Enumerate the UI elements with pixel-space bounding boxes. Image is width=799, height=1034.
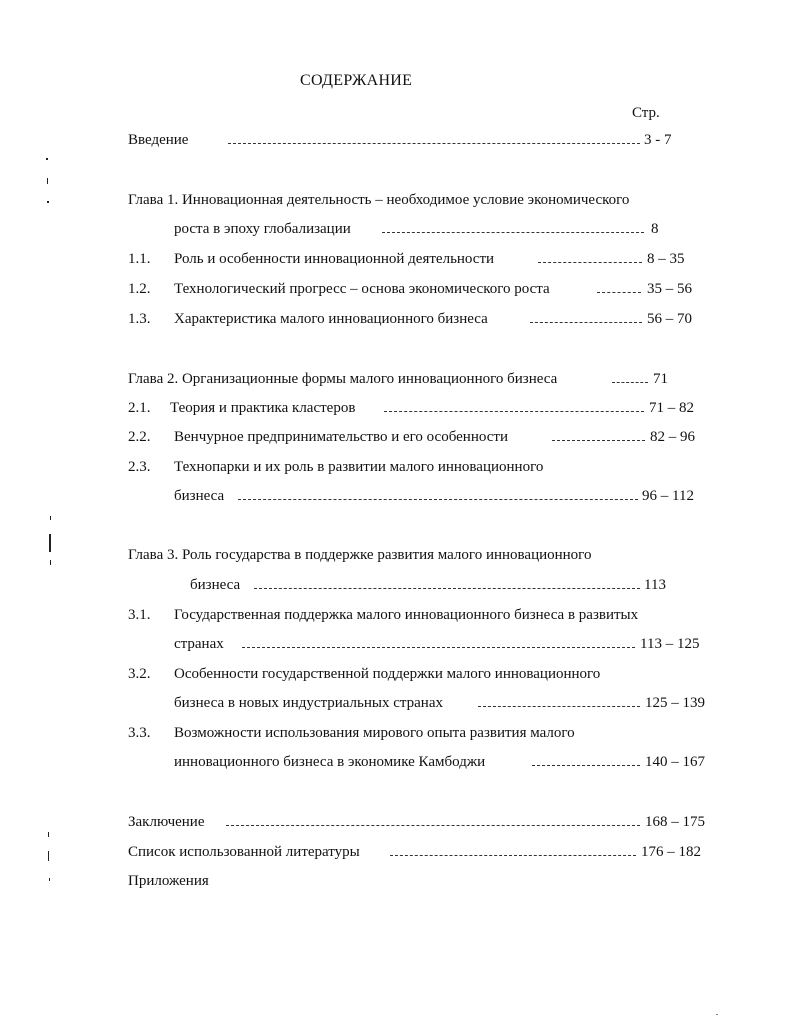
toc-s1-3-num: 1.3. — [128, 311, 151, 327]
toc-s1-2-text: Технологический прогресс – основа экономического роста — [174, 281, 550, 297]
toc-s1-3-text: Характеристика малого инновационного бизнеса — [174, 311, 488, 327]
toc-s3-1-line2: странах — [174, 636, 224, 652]
toc-s1-2-num: 1.2. — [128, 281, 151, 297]
toc-intro-text: Введение — [128, 132, 189, 148]
toc-s3-3-line1: Возможности использования мирового опыта развития малого — [174, 725, 575, 741]
scan-mark — [47, 201, 49, 203]
toc-s3-2-pages: 125 – 139 — [645, 695, 705, 711]
toc-leader — [384, 411, 644, 412]
toc-ch1-pages: 8 — [651, 221, 659, 237]
toc-s2-1-pages: 71 – 82 — [649, 400, 694, 416]
toc-leader — [238, 499, 638, 500]
toc-leader — [382, 232, 644, 233]
page-column-header: Стр. — [632, 105, 660, 121]
toc-s3-2-line1: Особенности государственной поддержки малого инновационного — [174, 666, 601, 682]
toc-ch3-line2: бизнеса — [190, 577, 241, 593]
toc-conclusion-pages: 168 – 175 — [645, 814, 705, 830]
toc-conclusion-text: Заключение — [128, 814, 205, 830]
toc-leader — [597, 292, 641, 293]
toc-leader — [242, 647, 635, 648]
toc-leader — [532, 765, 640, 766]
toc-leader — [228, 143, 640, 144]
scan-mark — [49, 534, 51, 552]
toc-leader — [538, 262, 642, 263]
toc-s2-1-text: Теория и практика кластеров — [170, 400, 356, 416]
toc-references-pages: 176 – 182 — [641, 844, 701, 860]
page-title: СОДЕРЖАНИЕ — [300, 72, 413, 89]
toc-s3-2-line2: бизнеса в новых индустриальных странах — [174, 695, 443, 711]
scan-mark — [716, 1014, 718, 1015]
toc-ch2-pages: 71 — [653, 371, 668, 387]
toc-leader — [552, 440, 645, 441]
toc-ch2-text: Глава 2. Организационные формы малого инновационного бизнеса — [128, 371, 558, 387]
toc-s3-3-line2: инновационного бизнеса в экономике Камбоджи — [174, 754, 486, 770]
scan-mark — [50, 560, 51, 565]
toc-s1-1-text: Роль и особенности инновационной деятельности — [174, 251, 495, 267]
scan-mark — [48, 851, 49, 861]
toc-s3-3-num: 3.3. — [128, 725, 151, 741]
toc-ch3-pages: 113 — [644, 577, 666, 593]
toc-appendix-text: Приложения — [128, 873, 209, 889]
toc-leader — [530, 322, 642, 323]
toc-s2-3-line2: бизнеса — [174, 488, 225, 504]
toc-s3-1-pages: 113 – 125 — [640, 636, 700, 652]
toc-leader — [612, 382, 648, 383]
toc-s1-1-pages: 8 – 35 — [647, 251, 685, 267]
toc-s3-3-pages: 140 – 167 — [645, 754, 705, 770]
toc-s2-3-pages: 96 – 112 — [642, 488, 694, 504]
toc-s1-3-pages: 56 – 70 — [647, 311, 692, 327]
toc-ch3-line1: Глава 3. Роль государства в поддержке развития малого инновационного — [128, 547, 592, 563]
toc-s2-3-line1: Технопарки и их роль в развитии малого инновационного — [174, 459, 544, 475]
toc-references-text: Список использованной литературы — [128, 844, 360, 860]
toc-s1-1-num: 1.1. — [128, 251, 151, 267]
toc-leader — [254, 588, 640, 589]
toc-intro-pages: 3 - 7 — [644, 132, 672, 148]
toc-leader — [478, 706, 640, 707]
toc-leader — [390, 855, 636, 856]
toc-s2-2-text: Венчурное предпринимательство и его особенности — [174, 429, 508, 445]
toc-s3-2-num: 3.2. — [128, 666, 151, 682]
scan-mark — [48, 832, 49, 837]
toc-s1-2-pages: 35 – 56 — [647, 281, 692, 297]
scan-mark — [46, 158, 48, 160]
toc-s2-2-pages: 82 – 96 — [650, 429, 695, 445]
toc-s3-1-num: 3.1. — [128, 607, 151, 623]
toc-s2-2-num: 2.2. — [128, 429, 151, 445]
toc-s2-1-num: 2.1. — [128, 400, 151, 416]
toc-ch1-line2: роста в эпоху глобализации — [174, 221, 351, 237]
toc-s3-1-line1: Государственная поддержка малого инновационного бизнеса в развитых — [174, 607, 639, 623]
scan-mark — [50, 516, 51, 520]
toc-leader — [226, 825, 640, 826]
toc-s2-3-num: 2.3. — [128, 459, 151, 475]
scan-mark — [49, 878, 50, 881]
toc-ch1-line1: Глава 1. Инновационная деятельность – необходимое условие экономического — [128, 192, 630, 208]
scan-mark — [47, 178, 48, 184]
